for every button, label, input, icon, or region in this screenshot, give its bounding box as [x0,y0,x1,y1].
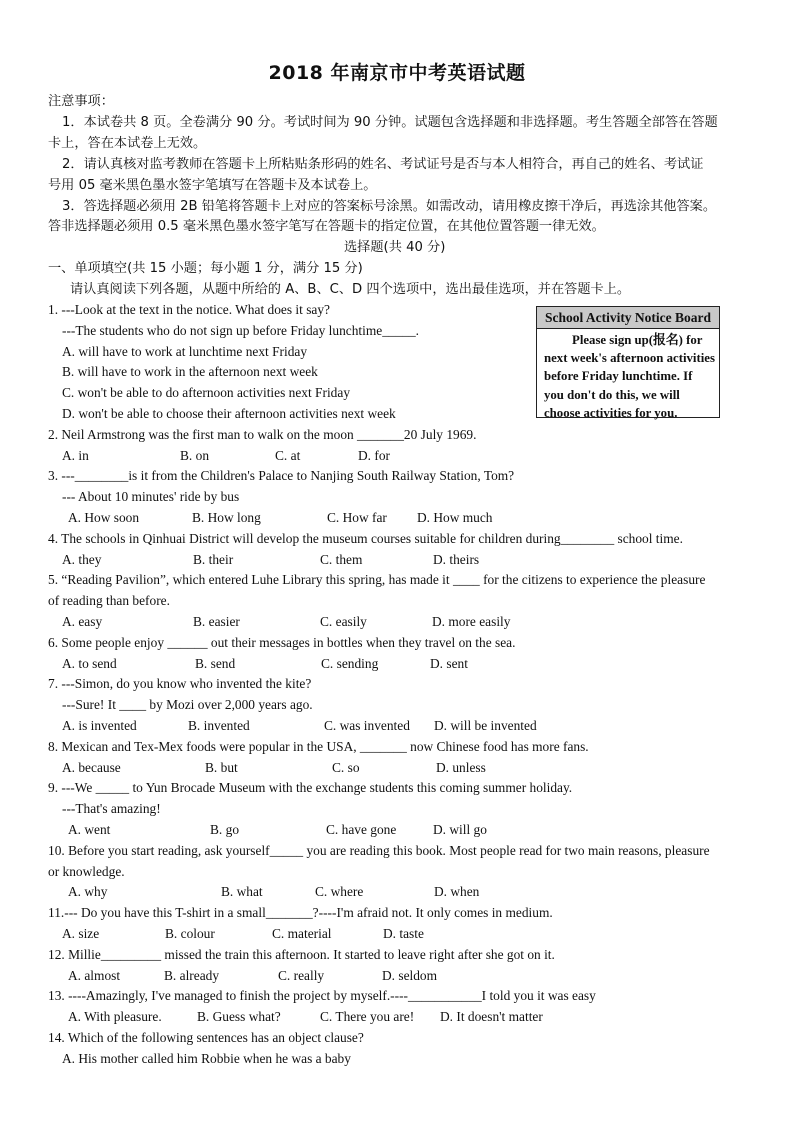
question-11-option-b: B. colour [165,926,215,941]
question-13-stem: 13. ----Amazingly, I've managed to finish the project by myself.----___________I told you it was easy [48,988,596,1003]
question-4-option-a: A. they [62,552,102,567]
question-8-option-b: B. but [205,760,238,775]
question-2-stem: 2. Neil Armstrong was the first man to walk on the moon _______20 July 1969. [48,427,477,442]
question-11-option-c: C. material [272,926,332,941]
question-9-stem: 9. ---We _____ to Yun Brocade Museum with the exchange students this coming summer holiday. [48,780,573,795]
question-8-option-c: C. so [332,760,360,775]
notice-board [536,306,720,418]
question-13-option-b: B. Guess what? [197,1009,281,1024]
question-8-option-a: A. because [62,760,121,775]
notice-line: next week's afternoon activities [544,351,715,366]
question-3-stem: 3. ---________is it from the Children's Palace to Nanjing South Railway Station, Tom? [48,468,515,483]
notes-heading: 注意事项： [48,94,114,109]
question-5-stem: 5. “Reading Pavilion”, which entered Luhe Library this spring, has made it ____ for the citizens to experience the pleasure [48,572,706,587]
question-13-option-a: A. With pleasure. [68,1009,162,1024]
question-12-option-d: D. seldom [382,968,438,983]
question-3-option-b: B. How long [192,510,261,525]
question-13-option-c: C. There you are! [320,1009,415,1024]
question-9-option-d: D. will go [433,822,487,837]
question-7-option-b: B. invented [188,718,250,733]
notice-board-title: School Activity Notice Board [537,307,719,329]
question-1-option-a: A. will have to work at lunchtime next Friday [62,344,308,359]
question-10-option-b: B. what [221,884,263,899]
question-4-option-b: B. their [193,552,234,567]
question-9-option-c: C. have gone [326,822,397,837]
question-7-dialog: ---Sure! It ____ by Mozi over 2,000 years ago. [62,697,313,712]
question-8-option-d: D. unless [436,760,486,775]
part1-heading: 一、单项填空(共 15 小题；每小题 1 分，满分 15 分) [48,261,363,276]
note-3-line-1: 3．答选择题必须用 2B 铅笔将答题卡上对应的答案标号涂黑。如需改动，请用橡皮擦干净后，再选涂其他答案。 [62,199,717,214]
notice-line: you don't do this, we will [544,387,680,402]
question-9-dialog: ---That's amazing! [62,801,161,816]
question-10-stem-cont: or knowledge. [48,864,125,879]
question-12-stem: 12. Millie_________ missed the train this afternoon. It started to leave right after she got on it. [48,947,555,962]
part1-instruction: 请认真阅读下列各题，从题中所给的 A、B、C、D 四个选项中，选出最佳选项，并在答题卡上。 [70,282,631,297]
question-2-option-a: A. in [62,448,89,463]
question-7-option-c: C. was invented [324,718,410,733]
question-6-option-b: B. send [195,656,236,671]
question-12-option-b: B. already [164,968,220,983]
question-8-stem: 8. Mexican and Tex-Mex foods were popular in the USA, _______ now Chinese food has more fans. [48,739,589,754]
question-14-option-a: A. His mother called him Robbie when he was a baby [62,1051,351,1066]
question-5-option-b: B. easier [193,614,240,629]
note-1-line-1: 1．本试卷共 8 页。全卷满分 90 分。考试时间为 90 分钟。试题包含选择题和非选择题。考生答题全部答在答题 [62,115,718,130]
question-3-option-a: A. How soon [68,510,140,525]
notice-line: choose activities for you. [544,405,678,420]
question-5-option-c: C. easily [320,614,367,629]
question-6-option-c: C. sending [321,656,379,671]
question-5-option-a: A. easy [62,614,103,629]
note-3-line-2: 答非选择题必须用 0.5 毫米黑色墨水签字笔写在答题卡的指定位置，在其他位置答题一律无效。 [48,219,605,234]
notice-line: before Friday lunchtime. If [544,369,693,384]
section-heading: 选择题(共 40 分) [344,240,446,255]
note-2-line-2: 号用 05 毫米黑色墨水签字笔填写在答题卡及本试卷上。 [48,178,377,193]
question-1-option-d: D. won't be able to choose their afternoon activities next week [62,406,396,421]
notice-line: Please sign up(报名) for [572,333,703,347]
question-11-option-d: D. taste [383,926,424,941]
question-3-dialog: --- About 10 minutes' ride by bus [62,489,240,504]
question-3-option-c: C. How far [327,510,387,525]
question-11-stem: 11.--- Do you have this T-shirt in a small_______?----I'm afraid not. It only comes in medium. [48,905,553,920]
question-11-option-a: A. size [62,926,100,941]
question-10-stem: 10. Before you start reading, ask yourself_____ you are reading this book. Most people read for two main reasons, pleasure [48,843,710,858]
question-7-stem: 7. ---Simon, do you know who invented the kite? [48,676,312,691]
question-1-dialog: ---The students who do not sign up before Friday lunchtime_____. [62,323,420,338]
question-13-option-d: D. It doesn't matter [440,1009,543,1024]
note-1-line-2: 卡上，答在本试卷上无效。 [48,136,207,151]
page-title: 2018 年南京市中考英语试题 [268,62,526,84]
question-2-option-b: B. on [180,448,210,463]
question-7-option-a: A. is invented [62,718,137,733]
question-6-option-a: A. to send [62,656,117,671]
question-12-option-a: A. almost [68,968,121,983]
question-10-option-a: A. why [68,884,108,899]
question-1-option-b: B. will have to work in the afternoon next week [62,364,318,379]
notice-board-body [537,329,719,422]
question-14-stem: 14. Which of the following sentences has an object clause? [48,1030,364,1045]
question-3-option-d: D. How much [417,510,493,525]
question-6-option-d: D. sent [430,656,468,671]
question-4-option-d: D. theirs [433,552,480,567]
question-10-option-d: D. when [434,884,480,899]
question-4-stem: 4. The schools in Qinhuai District will develop the museum courses suitable for children during________ school time. [48,531,683,546]
question-5-option-d: D. more easily [432,614,511,629]
question-12-option-c: C. really [278,968,325,983]
question-5-stem-cont: of reading than before. [48,593,170,608]
question-2-option-c: C. at [275,448,301,463]
question-2-option-d: D. for [358,448,390,463]
question-10-option-c: C. where [315,884,364,899]
question-6-stem: 6. Some people enjoy ______ out their messages in bottles when they travel on the sea. [48,635,516,650]
question-4-option-c: C. them [320,552,363,567]
question-9-option-b: B. go [210,822,240,837]
question-1-option-c: C. won't be able to do afternoon activities next Friday [62,385,351,400]
question-9-option-a: A. went [68,822,111,837]
question-1-stem: 1. ---Look at the text in the notice. What does it say? [48,302,330,317]
note-2-line-1: 2．请认真核对监考教师在答题卡上所粘贴条形码的姓名、考试证号是否与本人相符合，再自己的姓名、考试证 [62,157,704,172]
question-7-option-d: D. will be invented [434,718,537,733]
